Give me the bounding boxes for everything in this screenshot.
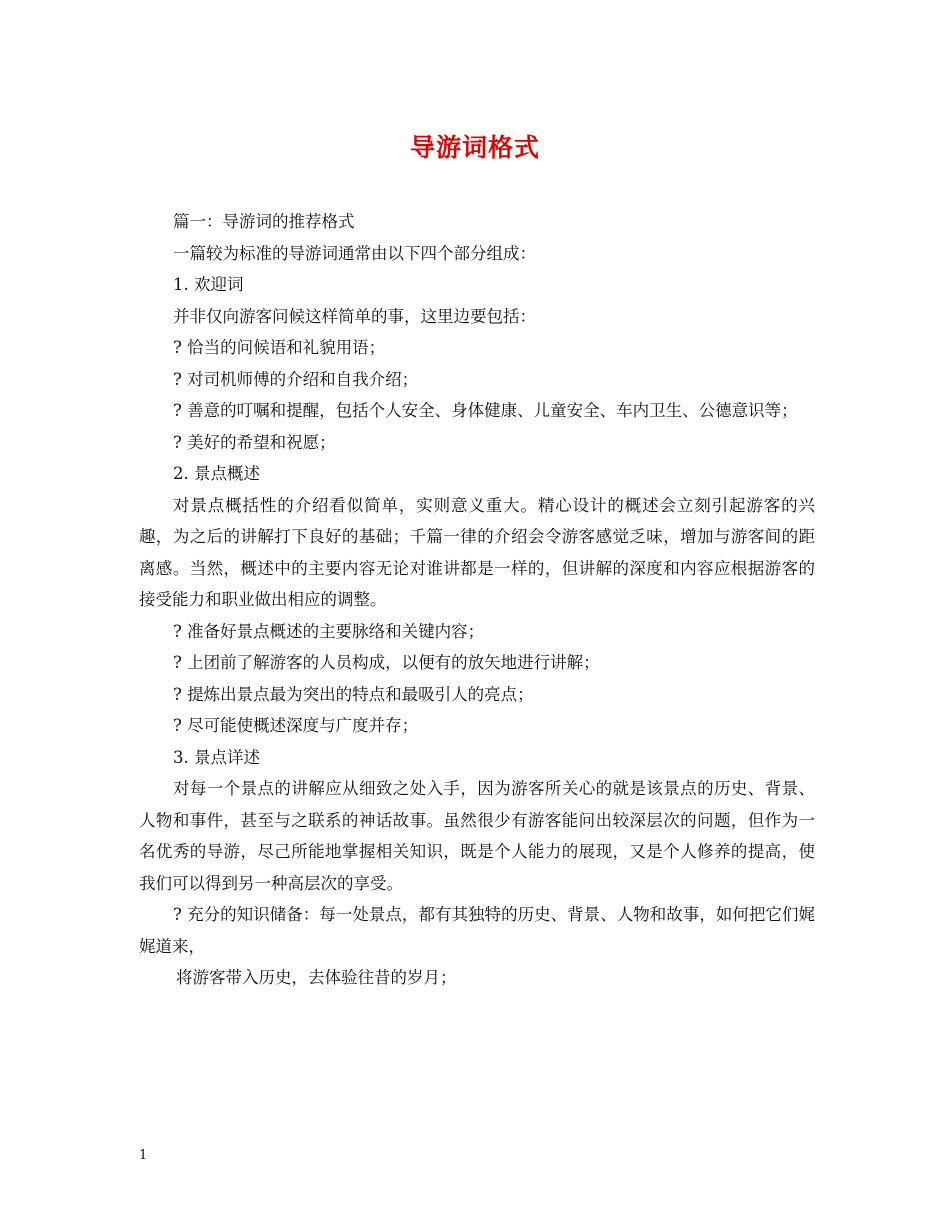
page-number: 1 xyxy=(139,1148,148,1163)
numbered-heading: 2. 景点概述 xyxy=(173,464,260,483)
numbered-heading: 3. 景点详述 xyxy=(173,747,260,767)
bullet-item: ? 提炼出景点最为突出的特点和最吸引人的亮点； xyxy=(173,684,534,704)
bullet-item: ? 充分的知识储备：每一处景点，都有其独特的历史、背景、人物和故事，如何把它们娓娓道来， xyxy=(139,905,815,956)
paragraph: 一篇较为标准的导游词通常由以下四个部分组成： xyxy=(173,243,536,263)
paragraph: 将游客带入历史，去体验往昔的岁月； xyxy=(176,968,457,987)
bullet-item: ? 对司机师傅的介绍和自我介绍； xyxy=(173,369,419,389)
document-body xyxy=(139,206,815,994)
section-heading: 篇一：导游词的推荐格式 xyxy=(173,212,355,231)
paragraph: 对每一个景点的讲解应从细致之处入手，因为游客所关心的就是该景点的历史、背景、人物和事件，甚至与之联系的神话故事。虽然很少有游客能问出较深层次的问题，但作为一名优秀的导游，尽己所能地掌握相关知识，既是个人能力的展现，又是个人修养的提高，使我们可以得到另一种高层次的享受。 xyxy=(139,779,815,893)
bullet-item: ? 准备好景点概述的主要脉络和关键内容； xyxy=(173,621,485,641)
bullet-item: ? 善意的叮嘱和提醒，包括个人安全、身体健康、儿童安全、车内卫生、公德意识等； xyxy=(173,401,798,420)
document-title: 导游词格式 xyxy=(409,133,540,162)
bullet-item: ? 恰当的问候语和礼貌用语； xyxy=(173,338,386,357)
paragraph: 对景点概括性的介绍看似简单，实则意义重大。精心设计的概述会立刻引起游客的兴趣，为之后的讲解打下良好的基础；千篇一律的介绍会令游客感觉乏味，增加与游客间的距离感。当然，概述中的主要内容无论对谁讲都是一样的，但讲解的深度和内容应根据游客的接受能力和职业做出相应的调整。 xyxy=(139,495,815,609)
numbered-heading: 1. 欢迎词 xyxy=(173,275,244,294)
bullet-item: ? 美好的希望和祝愿； xyxy=(173,432,336,452)
bullet-item: ? 上团前了解游客的人员构成，以便有的放矢地进行讲解； xyxy=(173,653,600,672)
bullet-item: ? 尽可能使概述深度与广度并存； xyxy=(173,716,419,735)
paragraph: 并非仅向游客问候这样简单的事，这里边要包括： xyxy=(173,306,536,326)
